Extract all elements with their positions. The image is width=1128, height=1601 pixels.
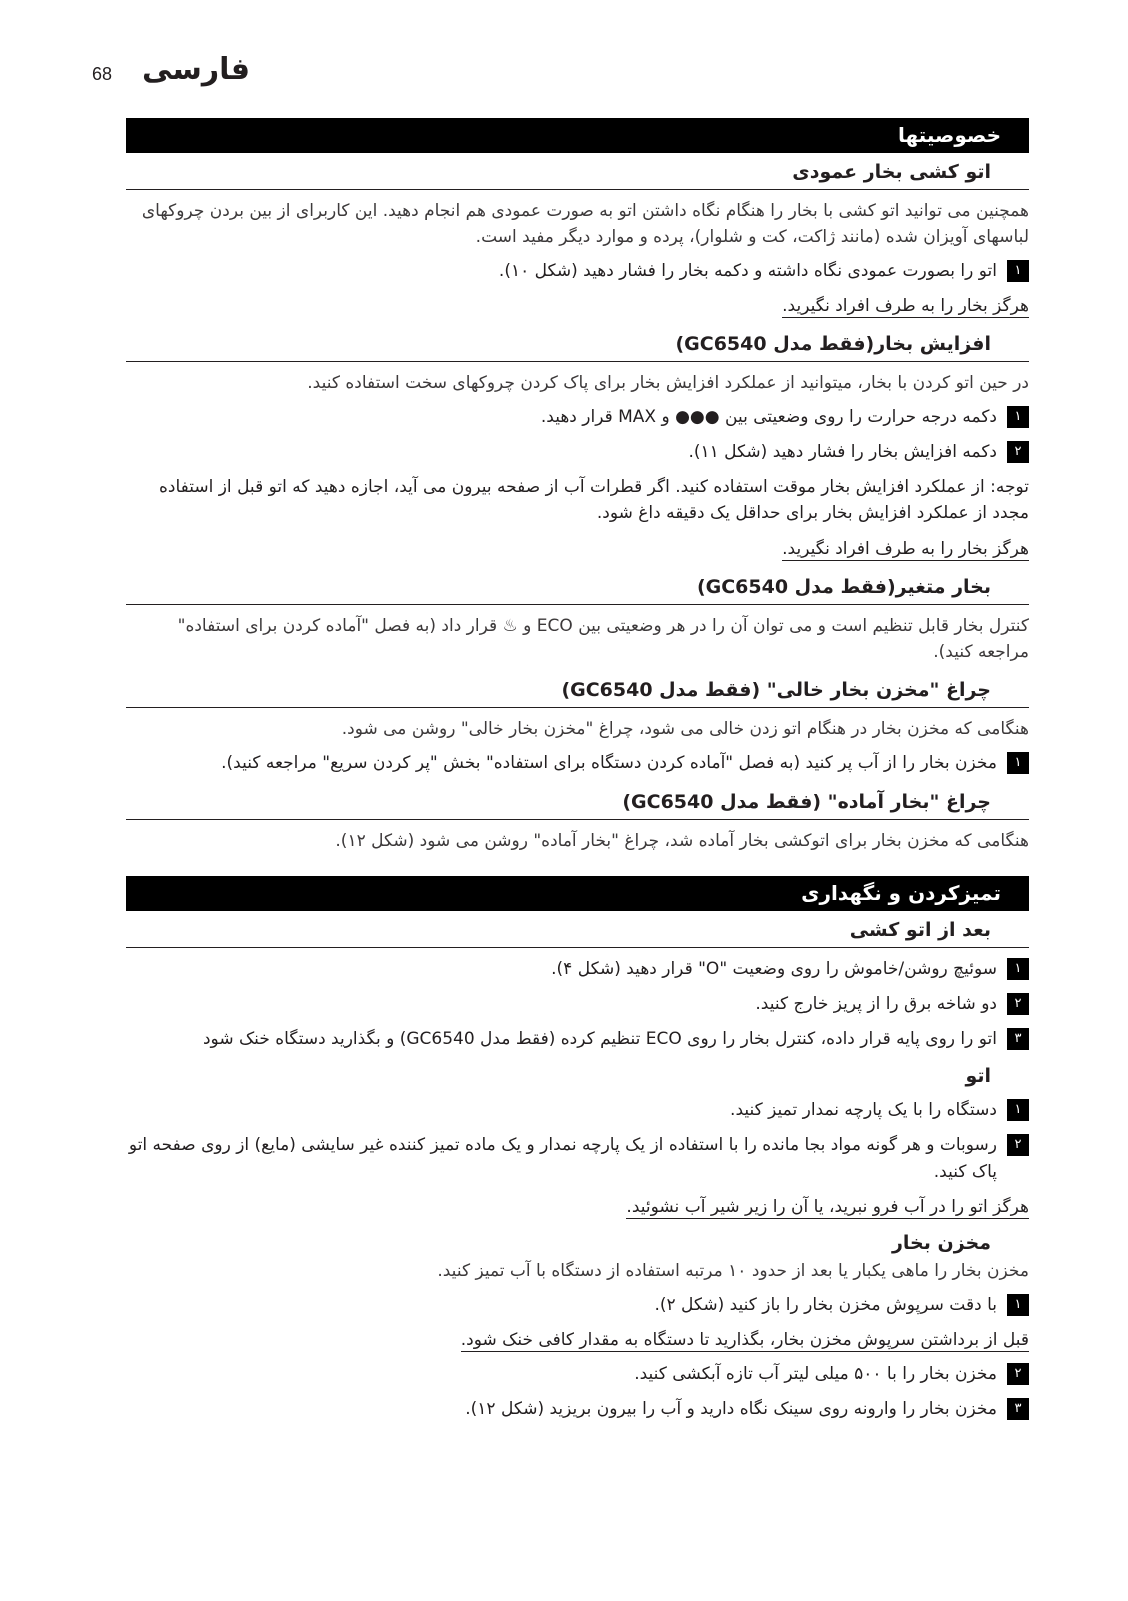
heading-vertical-steam: اتو کشی بخار عمودی bbox=[126, 155, 1029, 190]
step-item bbox=[126, 404, 1029, 431]
paragraph-empty-tank-light: هنگامی که مخزن بخار در هنگام اتو زدن خالی می شود، چراغ "مخزن بخار خالی" روشن می شود. bbox=[341, 719, 1029, 739]
step-number: ١ bbox=[1007, 1294, 1029, 1316]
step-text: رسوبات و هر گونه مواد بجا مانده را با استفاده از یک پارچه نمدار و یک ماده تمیز کننده غیر سایشی (مایع) از روی صفحه اتو پاک کنید. bbox=[128, 1135, 997, 1182]
step-text: مخزن بخار را وارونه روی سینک نگاه دارید و آب را بیرون بریزید (شکل ۱۲). bbox=[465, 1399, 997, 1419]
step-text: دو شاخه برق را از پریز خارج کنید. bbox=[755, 994, 997, 1014]
page-content bbox=[126, 118, 1029, 1431]
heading-steam-boost: افزایش بخار(فقط مدل GC6540) bbox=[126, 327, 1029, 362]
note-line: توجه: از عملکرد افزایش بخار موقت استفاده کنید. اگر قطرات آب از صفحه بیرون می آید، اجازه دهید که اتو قبل از استفاده bbox=[158, 477, 1029, 497]
step-item bbox=[126, 956, 1029, 983]
step-item bbox=[126, 1097, 1029, 1124]
step-number: ١ bbox=[1007, 260, 1029, 282]
step-text: اتو را بصورت عمودی نگاه داشته و دکمه بخار را فشار دهید (شکل ۱۰). bbox=[498, 261, 997, 281]
step-number: ١ bbox=[1007, 958, 1029, 980]
paragraph-steam-tank: مخزن بخار را ماهی یکبار یا بعد از حدود ۱۰ مرتبه استفاده از دستگاه با آب تمیز کنید. bbox=[437, 1261, 1029, 1281]
step-text: با دقت سرپوش مخزن بخار را باز کنید (شکل ۲). bbox=[654, 1295, 997, 1315]
step-item bbox=[126, 750, 1029, 777]
warning bbox=[126, 1327, 1029, 1353]
warning-text: هرگز اتو را در آب فرو نبرید، یا آن را زیر شیر آب نشوئید. bbox=[626, 1197, 1029, 1217]
step-text: اتو را روی پایه قرار داده، کنترل بخار را روی ECO تنظیم کرده (فقط مدل GC6540) و بگذارید دستگاه خنک شود bbox=[202, 1029, 997, 1049]
step-text: مخزن بخار را از آب پر کنید (به فصل "آماده کردن دستگاه برای استفاده" بخش "پر کردن سریع" مراجعه کنید). bbox=[221, 753, 997, 773]
step-item bbox=[126, 258, 1029, 285]
note-line: مجدد از عملکرد افزایش بخار برای حداقل یک دقیقه داغ شود. bbox=[596, 503, 1029, 523]
heading-steam-tank: مخزن بخار bbox=[891, 1232, 991, 1254]
heading-iron: اتو bbox=[965, 1065, 991, 1087]
note bbox=[126, 474, 1029, 526]
step-text: سوئیچ روشن/خاموش را روی وضعیت "O" قرار دهید (شکل ۴). bbox=[551, 959, 997, 979]
step-number: ٢ bbox=[1007, 1134, 1029, 1156]
paragraph-steam-boost: در حین اتو کردن با بخار، میتوانید از عملکرد افزایش بخار برای پاک کردن چروکهای سخت استفاده کنید. bbox=[307, 373, 1029, 393]
step-number: ٣ bbox=[1007, 1398, 1029, 1420]
step-text: دکمه افزایش بخار را فشار دهید (شکل ۱۱). bbox=[688, 442, 997, 462]
heading-empty-tank-light: چراغ "مخزن بخار خالی" (فقط مدل GC6540) bbox=[126, 673, 1029, 708]
warning-text: هرگز بخار را به طرف افراد نگیرید. bbox=[782, 296, 1029, 316]
heading-variable-steam: بخار متغیر(فقط مدل GC6540) bbox=[126, 570, 1029, 605]
step-text: مخزن بخار را با ۵۰۰ میلی لیتر آب تازه آبکشی کنید. bbox=[634, 1364, 997, 1384]
page-number: 68 bbox=[92, 64, 113, 84]
step-number: ٢ bbox=[1007, 1363, 1029, 1385]
step-number: ٣ bbox=[1007, 1028, 1029, 1050]
warning bbox=[126, 293, 1029, 319]
step-item bbox=[126, 439, 1029, 466]
step-number: ١ bbox=[1007, 752, 1029, 774]
warning bbox=[126, 1194, 1029, 1220]
step-item bbox=[126, 1026, 1029, 1053]
paragraph-steam-ready-light: هنگامی که مخزن بخار برای اتوکشی بخار آماده شد، چراغ "بخار آماده" روشن می شود (شکل ۱۲). bbox=[335, 831, 1029, 851]
paragraph-variable-steam: کنترل بخار قابل تنظیم است و می توان آن را در هر وضعیتی بین ECO و ♨ قرار داد (به فصل "آماده کردن برای استفاده" مراجعه کنید). bbox=[177, 616, 1029, 662]
warning-text: قبل از برداشتن سرپوش مخزن بخار، بگذارید تا دستگاه به مقدار کافی خنک شود. bbox=[460, 1330, 1029, 1350]
section-bar-cleaning: تمیزکردن و نگهداری bbox=[126, 876, 1029, 911]
warning-text: هرگز بخار را به طرف افراد نگیرید. bbox=[782, 539, 1029, 559]
step-number: ٢ bbox=[1007, 441, 1029, 463]
step-item bbox=[126, 1396, 1029, 1423]
step-number: ١ bbox=[1007, 406, 1029, 428]
warning bbox=[126, 536, 1029, 562]
heading-after-ironing: بعد از اتو کشی bbox=[126, 913, 1029, 948]
section-bar-features: خصوصیتها bbox=[126, 118, 1029, 153]
step-number: ٢ bbox=[1007, 993, 1029, 1015]
paragraph-vertical-steam: همچنین می توانید اتو کشی با بخار را هنگام نگاه داشتن اتو به صورت عمودی هم انجام دهید. این کاربرای از بین بردن چروکهای لباسهای آویزان شده (مانند ژاکت، کت و شلوار)، پرده و موارد دیگر مفید است. bbox=[141, 201, 1029, 247]
heading-steam-ready-light: چراغ "بخار آماده" (فقط مدل GC6540) bbox=[126, 785, 1029, 820]
step-text: دکمه درجه حرارت را روی وضعیتی بین ●●● و MAX قرار دهید. bbox=[540, 407, 997, 427]
page-language-title: فارسی bbox=[142, 52, 251, 87]
step-item bbox=[126, 1292, 1029, 1319]
step-item bbox=[126, 1132, 1029, 1186]
step-number: ١ bbox=[1007, 1099, 1029, 1121]
step-item bbox=[126, 991, 1029, 1018]
page-header bbox=[92, 52, 392, 96]
step-item bbox=[126, 1361, 1029, 1388]
step-text: دستگاه را با یک پارچه نمدار تمیز کنید. bbox=[730, 1100, 997, 1120]
